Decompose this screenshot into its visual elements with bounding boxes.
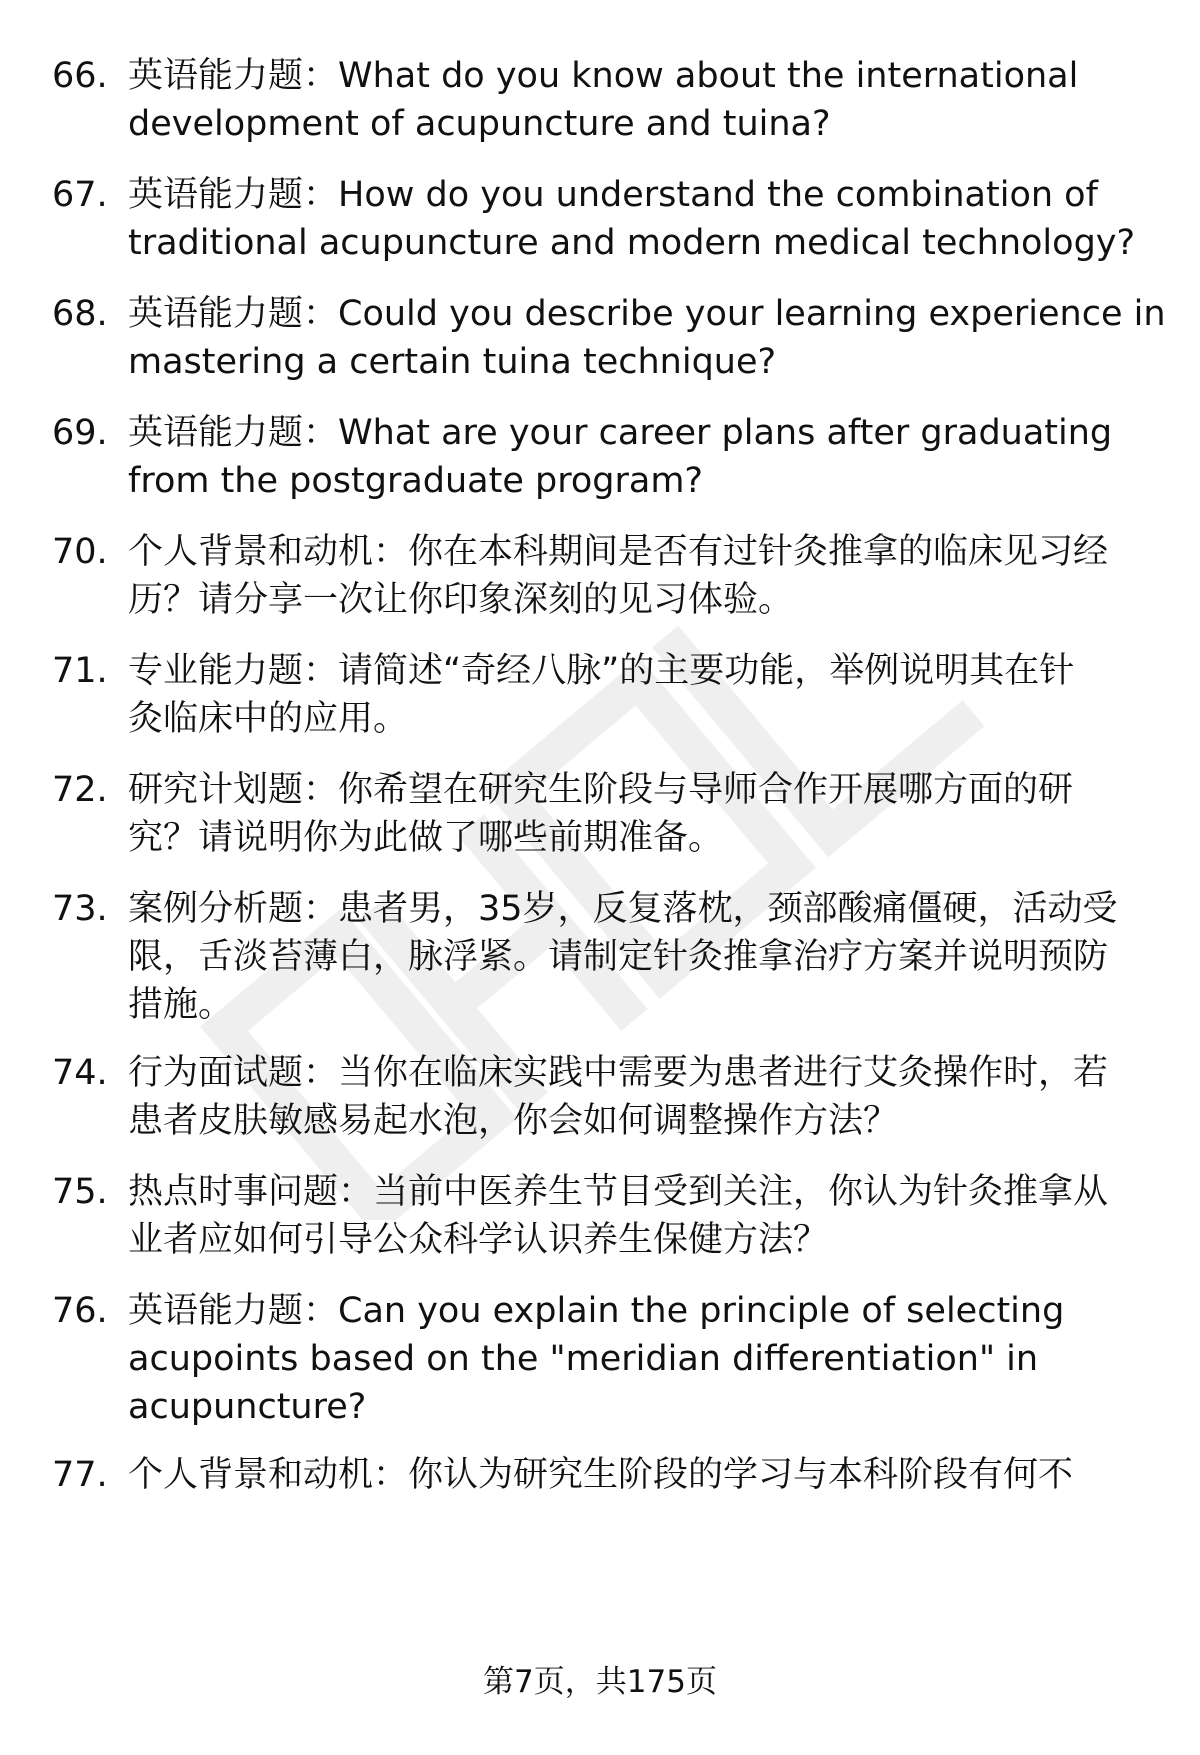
question-text xyxy=(128,171,1158,267)
question-number: 71. xyxy=(52,651,108,691)
question-number: 66. xyxy=(52,56,108,96)
question-number: 69. xyxy=(52,413,108,453)
question-text-line: development of acupuncture and tuina? xyxy=(128,104,831,144)
question-text-line: 业者应如何引导公众科学认识养生保健方法？ xyxy=(128,1220,829,1260)
question-text-line: traditional acupuncture and modern medical technology? xyxy=(128,223,1136,263)
question-text-line: 措施。 xyxy=(128,985,234,1025)
question-text xyxy=(128,885,1158,1029)
question-text-line: from the postgraduate program? xyxy=(128,461,703,501)
question-text-line: 案例分析题：患者男，35岁，反复落枕，颈部酸痛僵硬，活动受 xyxy=(128,889,1118,929)
question-number: 67. xyxy=(52,175,108,215)
page-footer: 第7页，共175页 xyxy=(483,1664,717,1700)
question-text xyxy=(128,1168,1158,1264)
question-number: 68. xyxy=(52,294,108,334)
question-number: 74. xyxy=(52,1053,108,1093)
question-number: 72. xyxy=(52,770,108,810)
question-text xyxy=(128,1287,1158,1431)
question-text xyxy=(128,290,1166,386)
question-text-line: 英语能力题：What do you know about the international xyxy=(128,56,1079,96)
question-text-line: acupuncture? xyxy=(128,1387,367,1427)
question-text-line: 行为面试题：当你在临床实践中需要为患者进行艾灸操作时，若 xyxy=(128,1053,1109,1093)
question-text-line: 英语能力题：Can you explain the principle of selecting xyxy=(128,1291,1065,1331)
question-text xyxy=(128,52,1158,148)
question-text xyxy=(128,647,1158,743)
question-text-line: 英语能力题：How do you understand the combination of xyxy=(128,175,1098,215)
question-text xyxy=(128,1049,1158,1145)
question-text-line: 究？请说明你为此做了哪些前期准备。 xyxy=(128,818,724,858)
question-text-line: 研究计划题：你希望在研究生阶段与导师合作开展哪方面的研 xyxy=(128,770,1074,810)
question-text-line: 历？请分享一次让你印象深刻的见习体验。 xyxy=(128,580,794,620)
question-text-line: 热点时事问题：当前中医养生节目受到关注，你认为针灸推拿从 xyxy=(128,1172,1109,1212)
question-text-line: 限，舌淡苔薄白，脉浮紧。请制定针灸推拿治疗方案并说明预防 xyxy=(128,937,1109,977)
question-text-line: 灸临床中的应用。 xyxy=(128,699,409,739)
question-number: 73. xyxy=(52,889,108,929)
question-number: 76. xyxy=(52,1291,108,1331)
question-number: 77. xyxy=(52,1455,108,1495)
question-text xyxy=(128,766,1158,862)
question-text-line: 个人背景和动机：你在本科期间是否有过针灸推拿的临床见习经 xyxy=(128,532,1109,572)
question-text xyxy=(128,528,1158,624)
question-number: 75. xyxy=(52,1172,108,1212)
question-number: 70. xyxy=(52,532,108,572)
question-text-line: 个人背景和动机：你认为研究生阶段的学习与本科阶段有何不 xyxy=(128,1455,1074,1495)
question-text-line: mastering a certain tuina technique? xyxy=(128,342,777,382)
question-text xyxy=(128,1451,1158,1499)
question-text xyxy=(128,409,1158,505)
question-text-line: 专业能力题：请简述“奇经八脉”的主要功能，举例说明其在针 xyxy=(128,651,1075,691)
question-text-line: acupoints based on the "meridian differentiation" in xyxy=(128,1339,1039,1379)
question-text-line: 英语能力题：Could you describe your learning experience in xyxy=(128,294,1166,334)
question-text-line: 患者皮肤敏感易起水泡，你会如何调整操作方法？ xyxy=(128,1101,899,1141)
question-text-line: 英语能力题：What are your career plans after graduating xyxy=(128,413,1113,453)
